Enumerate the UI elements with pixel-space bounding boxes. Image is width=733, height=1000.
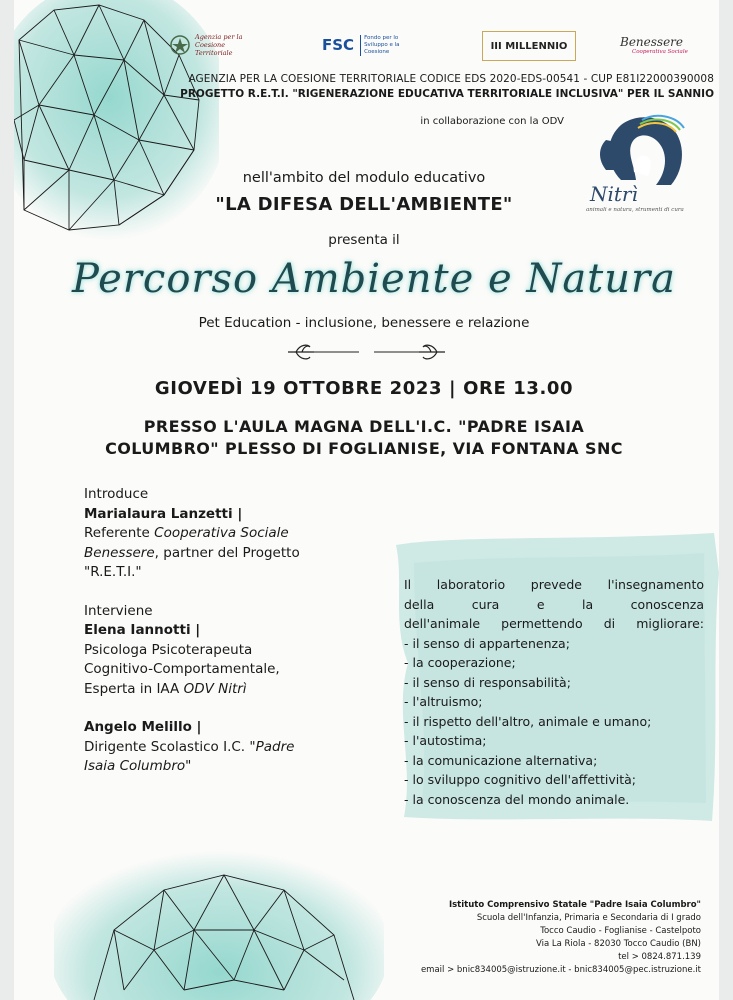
list-item: - la comunicazione alternativa; [404,752,598,768]
list-item: - l'altruismo; [404,694,483,709]
speaker-3-role-text: Dirigente Scolastico I.C. " [84,738,256,755]
list-item: - lo sviluppo cognitivo dell'affettività; [404,772,636,787]
school-email: email > bnic834005@istruzione.it - bnic834005@pec.istruzione.it [420,965,701,975]
school-phone: tel > 0824.871.139 [618,952,701,962]
speaker-2-role-line-3 [84,680,354,700]
speaker-3-name: Angelo Melillo | [84,719,202,735]
speaker-3-role-italic: Padre [255,738,295,755]
fsc-logo-text: FSC [322,36,355,54]
list-item: - la conoscenza del mondo animale. [404,791,630,807]
speaker-2-role-text: Esperta in IAA [84,680,184,697]
list-item: - la cooperazione; [404,655,516,670]
school-address: Via La Riola - 82030 Tocco Caudio (BN) [535,939,701,949]
list-item: - il rispetto dell'altro, animale e umano; [404,713,652,729]
event-location-line-1: PRESSO L'AULA MAGNA DELL'I.C. "PADRE ISAIA [143,417,585,436]
speaker-2-role-line-2: Cognitivo-Comportamentale, [84,661,280,677]
laboratorio-text [404,575,704,809]
speaker-3-role-line-1 [84,738,354,758]
speaker-1-org-italic: Benessere [84,544,155,561]
speaker-3-school-italic: Isaia Columbro [84,758,186,774]
list-item: - l'autostima; [404,733,487,748]
fsc-logo-sub: Fondo per lo Sviluppo e la Coesione [360,35,414,56]
speaker-1-role-italic: Cooperativa Sociale [154,525,289,541]
benessere-logo [620,28,695,62]
collaboration-text: in collaborazione con la ODV [420,116,564,127]
list-item: - il senso di appartenenza; [404,635,570,651]
speaker-3-school-text: " [185,758,192,774]
header-line-2: PROGETTO R.E.T.I. "RIGENERAZIONE EDUCATIVA TERRITORIALE INCLUSIVA" PER IL SANNIO [180,88,714,100]
laboratorio-intro-3: dell'animale permettendo di migliorare: [404,616,704,631]
event-title: Percorso Ambiente e Natura [72,256,676,302]
laboratorio-intro-2: della cura e la conoscenza [404,596,704,612]
interviene-label: Interviene [84,602,153,619]
event-location-line-2: COLUMBRO" PLESSO DI FOGLIANISE, VIA FONTANA SNC [105,439,623,458]
speaker-1-name: Marialaura Lanzetti | [84,505,243,522]
nitri-tagline: animali e natura, strumenti di cura [586,207,684,213]
logos-row [14,28,719,62]
module-title: "LA DIFESA DELL'AMBIENTE" [215,194,513,215]
speaker-1-role-text: Referente [84,525,155,541]
speaker-2-role-line-1: Psicologa Psicoterapeuta [84,641,253,658]
speaker-2-name: Elena Iannotti | [84,622,201,638]
millennio-logo [482,31,576,61]
school-levels: Scuola dell'Infanzia, Primaria e Secondaria di I grado [476,913,701,923]
benessere-logo-text: Benessere [620,35,684,49]
agenzia-logo [169,28,269,62]
header-line-1: AGENZIA PER LA COESIONE TERRITORIALE CODICE EDS 2020-EDS-00541 - CUP E81I22000390008 [188,73,714,85]
fsc-logo [322,28,432,62]
speaker-1-role-line-3: "R.E.T.I." [84,564,142,580]
introduce-label: Introduce [84,486,149,502]
leaf-divider-icon [284,339,449,365]
geodesic-decoration-bottom [54,840,384,1000]
speaker-2-org-italic: ODV Nitrì [183,680,247,697]
laboratorio-intro-1: Il laboratorio prevede l'insegnamento [404,577,704,592]
school-name: Istituto Comprensivo Statale "Padre Isaia Columbro" [448,900,701,910]
poster [14,0,719,1000]
presenta-text: presenta il [328,232,400,248]
ambito-text: nell'ambito del modulo educativo [242,170,486,186]
speaker-1-org-text: , partner del Progetto [154,544,300,561]
list-item: - il senso di responsabilità; [404,674,571,690]
event-subtitle: Pet Education - inclusione, benessere e relazione [198,315,530,331]
speaker-1-role-line-1 [84,524,354,544]
emblem-icon [169,32,191,58]
speaker-1-role-line-2 [84,544,354,564]
benessere-logo-sub: Cooperativa Sociale [632,49,688,55]
agenzia-logo-text: Agenzia per la Coesione Territoriale [195,33,243,57]
nitri-name: Nitrì [590,182,638,206]
school-footer [361,899,701,977]
event-date: GIOVEDÌ 19 OTTOBRE 2023 | ORE 13.00 [154,378,574,399]
school-plessi: Tocco Caudio - Foglianise - Castelpoto [540,926,701,936]
speaker-3-role-line-2 [84,757,354,777]
millennio-logo-text: III MILLENNIO [490,40,568,52]
speakers [84,485,354,777]
